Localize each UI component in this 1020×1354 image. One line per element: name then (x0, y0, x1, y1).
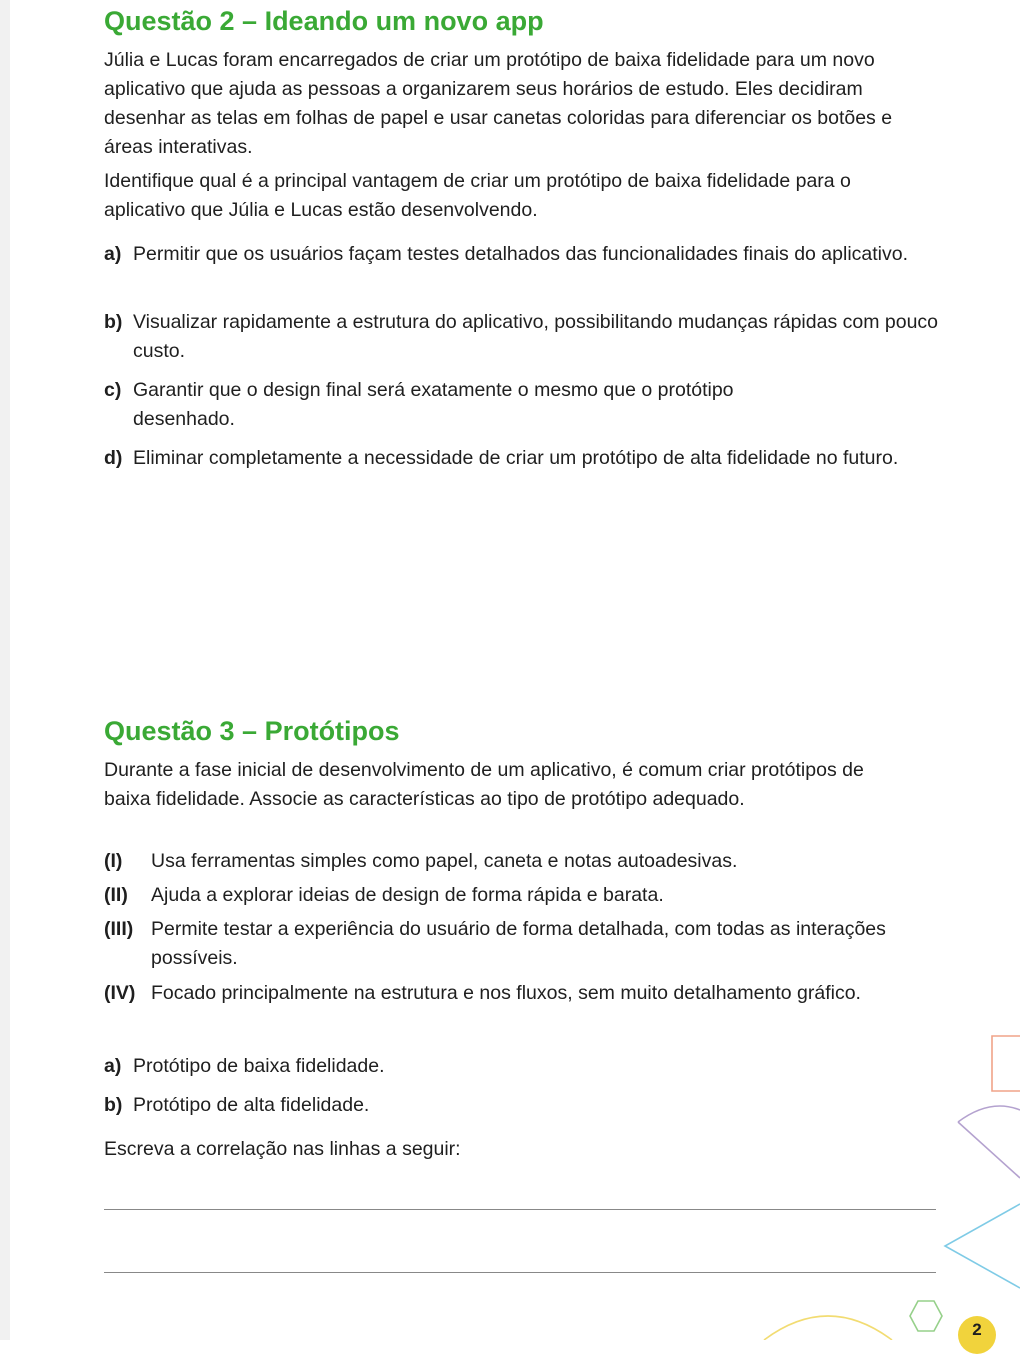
characteristic-text: Usa ferramentas simples como papel, caneta e notas autoadesivas. (151, 850, 738, 872)
roman-numeral: (IV) (104, 982, 136, 1004)
characteristic-text: Permite testar a experiência do usuário de forma detalhada, com todas as interações possíveis. (151, 918, 886, 969)
deco-blue-triangle (945, 1204, 1020, 1288)
page-number-badge: 2 (958, 1316, 996, 1354)
question-2-prompt: Identifique qual é a principal vantagem de criar um protótipo de baixa fidelidade para o aplicativo que Júlia e Lucas estão desenvolvendo. (104, 170, 851, 221)
answer-instruction: Escreva a correlação nas linhas a seguir: (104, 1138, 461, 1160)
option-letter: c) (104, 379, 122, 401)
roman-numeral: (I) (104, 850, 123, 872)
characteristic-text: Ajuda a explorar ideias de design de forma rápida e barata. (151, 884, 664, 906)
option-letter: b) (104, 311, 123, 333)
question-3-intro: Durante a fase inicial de desenvolvimento de um aplicativo, é comum criar protótipos de baixa fidelidade. Associe as características ao tipo de protótipo adequado. (104, 759, 864, 810)
deco-yellow-arc (764, 1316, 892, 1340)
option-letter: a) (104, 243, 122, 265)
characteristic-text: Focado principalmente na estrutura e nos fluxos, sem muito detalhamento gráfico. (151, 982, 861, 1004)
option-text: Permitir que os usuários façam testes detalhados das funcionalidades finais do aplicativo. (133, 243, 909, 265)
question-2-intro: Júlia e Lucas foram encarregados de criar um protótipo de baixa fidelidade para um novo aplicativo que ajuda as pessoas a organizarem seus horários de estudo. Eles decidiram desenhar as telas em folhas de papel e usar canetas coloridas para diferenciar os botões e áreas interativas. (104, 49, 893, 158)
option-text: Garantir que o design final será exatamente o mesmo que o protótipo desenhado. (133, 379, 734, 430)
question-2-title: Questão 2 – Ideando um novo app (104, 6, 544, 36)
choice-text: Protótipo de baixa fidelidade. (133, 1055, 385, 1077)
option-text: Eliminar completamente a necessidade de criar um protótipo de alta fidelidade no futuro. (133, 447, 899, 469)
question-3-title: Questão 3 – Protótipos (104, 716, 400, 746)
choice-letter: a) (104, 1055, 122, 1077)
deco-orange-square (992, 1036, 1020, 1091)
deco-purple-arc (958, 1106, 1020, 1122)
deco-purple-line (958, 1122, 1020, 1178)
choice-text: Protótipo de alta fidelidade. (133, 1094, 370, 1116)
option-letter: d) (104, 447, 123, 469)
choice-letter: b) (104, 1094, 123, 1116)
deco-green-hexagon (910, 1301, 942, 1331)
roman-numeral: (III) (104, 918, 134, 940)
option-text: Visualizar rapidamente a estrutura do aplicativo, possibilitando mudanças rápidas com pouco custo. (133, 311, 939, 362)
roman-numeral: (II) (104, 884, 128, 906)
